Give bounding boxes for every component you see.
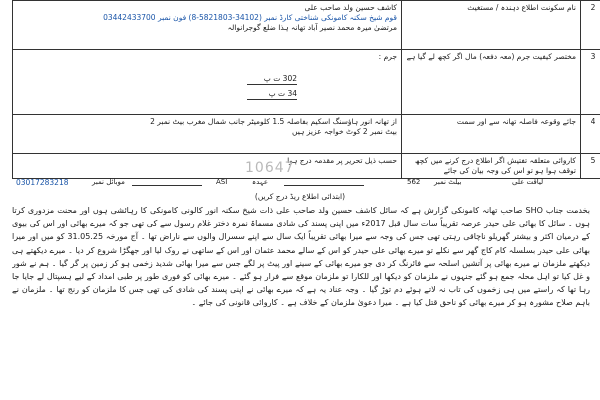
belt-number: 562 xyxy=(407,178,421,186)
row-number: 5 xyxy=(581,154,600,179)
location-line: از تھانہ انور ہاؤسنگ اسکیم بفاصلہ 1.5 کلومیٹر جانب شمال مغرب بیٹ نمبر 2 xyxy=(150,117,397,126)
row-number: 3 xyxy=(581,50,600,115)
complainant-name: کاشف حسین ولد صاحب علی xyxy=(304,3,397,12)
delay-label: کاروائی متعلقہ تفتیش اگر اطلاع درج کرنے میں کچھ توقف ہوا ہو تو اس کی وجہ بیان کی جائے xyxy=(402,154,581,179)
signature-underline xyxy=(132,185,202,186)
location-label: جائے وقوعہ فاصلہ تھانہ سے اور سمت xyxy=(402,115,581,154)
offence-cell xyxy=(13,50,402,115)
offence-label: مختصر کیفیت جرم (معہ دفعہ) مال اگر کچھ لے گیا ہے xyxy=(402,50,581,115)
form-row-complainant xyxy=(13,1,600,50)
offence-head: جرم : xyxy=(378,52,397,61)
fir-body-text xyxy=(12,204,590,400)
officer-signature-line xyxy=(12,176,590,190)
row-number: 2 xyxy=(581,1,600,50)
row-number: 4 xyxy=(581,115,600,154)
mobile-label: موبائل نمبر xyxy=(92,178,125,186)
watermark-number: 10647 xyxy=(245,160,295,176)
complainant-cnic-phone: قوم شیخ سکنہ کامونکی شناختی کارڈ نمبر (34102-5821803-8) فون نمبر 03442433700 xyxy=(103,13,397,22)
complainant-residence: مرتضیٰ میرہ محمد نصیر آباد تھانہ ہذا ضلع گوجرانوالہ xyxy=(227,23,397,32)
designation-label: عہدہ xyxy=(252,178,269,186)
complainant-address-cell xyxy=(13,1,402,50)
location-cell xyxy=(13,115,402,154)
form-row-delay xyxy=(13,154,600,179)
offence-section: 34 ت پ xyxy=(247,89,297,100)
complaint-paragraph: بخدمت جناب SHO صاحب تھانہ کامونکی گزارش ہے کہ سائل کاشف حسین ولد صاحب علی ذات شیخ سکنہ انور کالونی کامونکی کا رہائشی ہوں اور محنت مزدوری کرتا ہوں ۔ سائل کا بھائی علی حیدر عرصہ تقریباً سات سال قبل 2017ء میں اپنی پسند کی شادی مسماۃ نمرہ دختر غلام رسول سے کی تھی جو کہ میرے بھائی اور اس کی بیوی کے درمیان اکثر و بیشتر گھریلو ناچاقی رہتی تھی جس کی وجہ سے میرا بھائی تقریباً ایک سال سے اپنے سسرال والوں سے ناراض تھا ۔ آج مورخہ 31.05.25 کو میں اور میرا بھائی علی حیدر بسلسلہ کام کاج گھر سے نکلے تو میرے بھائی علی حیدر کو اس کے سالے محمد عثمان اور اس کے ساتھی نے روک لیا اور جھگڑا شروع کر دیا ۔ میرے دیکھتے ہی دیکھتے ملزمان نے میرے بھائی پر آتشیں اسلحہ سے فائرنگ کر دی جو میرے بھائی کے سینے اور پیٹ پر لگے جس سے میرا بھائی شدید زخمی ہو کر زمین پر گر گیا ۔ ہم نے شور و غل کیا تو اہل محلہ جمع ہو گئے جنہوں نے ملزمان کو دیکھا اور للکارا تو ملزمان موقع سے فرار ہو گئے ۔ میرے بھائی کو فوری طور پر طبی امداد کے لیے ہسپتال لے جایا جا رہا تھا کہ راستے میں ہی زخموں کی تاب نہ لاتے ہوئے دم توڑ گیا ۔ وجہ عناد یہ ہے کہ میرے بھائی نے اپنی پسند کی شادی کی تھی جس کا ملزمان کو رنج تھا ۔ ملزمان نے باہم صلاح مشورہ ہو کر میرے بھائی کو ناحق قتل کیا ہے ۔ میرا دعویٰ ملزمان کے خلاف ہے ۔ کاروائی قانونی کی جائے ۔ xyxy=(12,206,590,308)
form-row-offence xyxy=(13,50,600,115)
delay-value: حسب ذیل تحریر پر مقدمہ درج ہوا xyxy=(13,154,402,179)
form-row-location xyxy=(13,115,600,154)
belt-label: بیلٹ نمبر xyxy=(434,178,462,186)
complainant-label: نام سکونت اطلاع دہندہ / مستغیث xyxy=(402,1,581,50)
location-line: بیٹ نمبر 2 کوٹ خواجہ عزیز ہیں xyxy=(292,127,397,136)
offence-section: 302 ت پ xyxy=(247,74,297,85)
signature-underline xyxy=(284,185,364,186)
fir-form-table xyxy=(12,0,600,179)
officer-rank: ASI xyxy=(216,178,228,186)
officer-name: لیاقت علی xyxy=(512,178,544,186)
section-title: (ابتدائی اطلاع ریڈ درج کریں) xyxy=(254,192,346,201)
officer-phone: 03017283218 xyxy=(16,178,69,187)
